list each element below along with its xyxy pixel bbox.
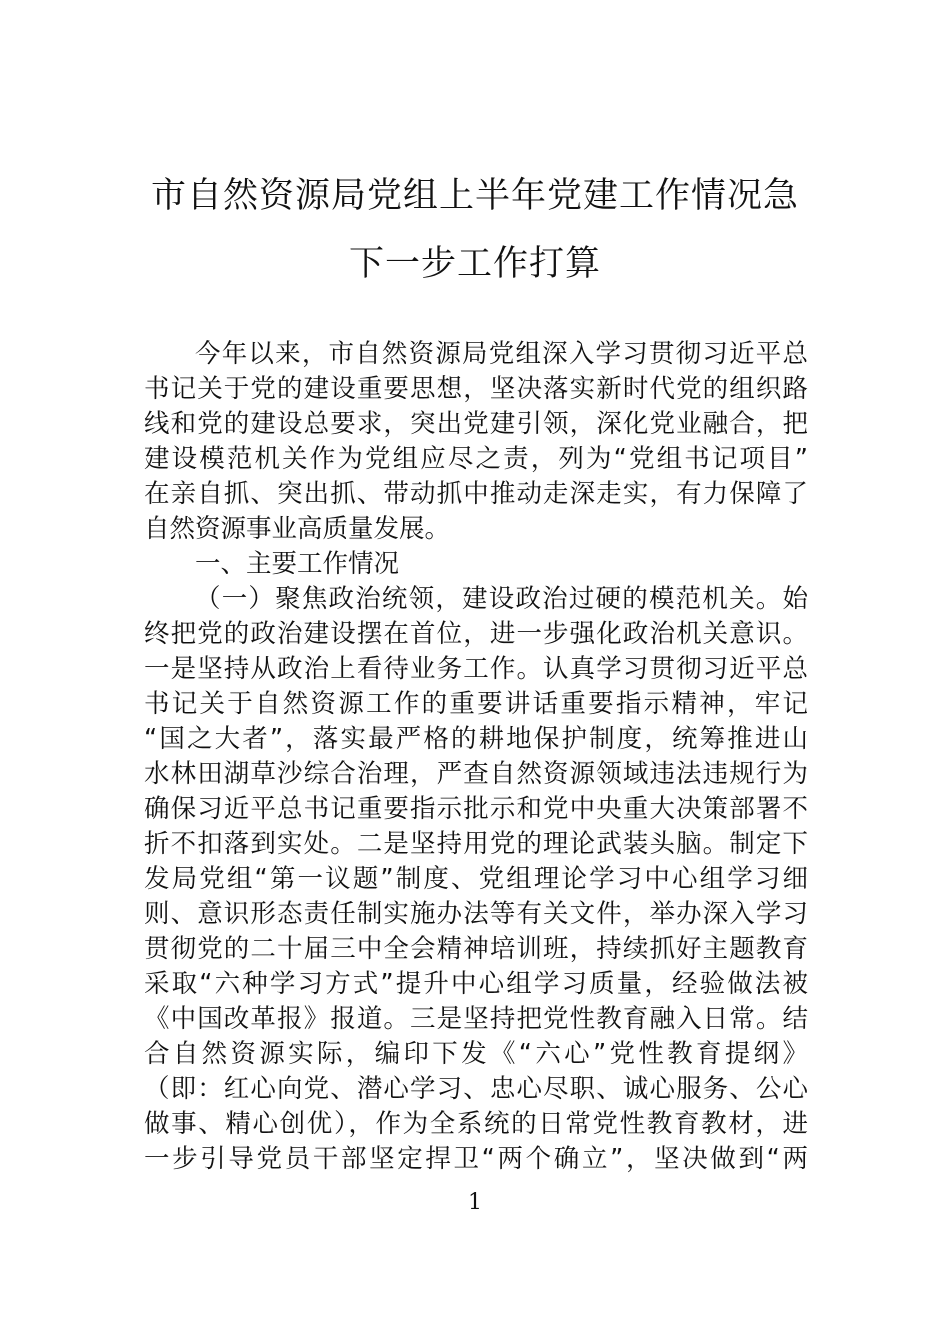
body-line: 做事、精心创优），作为全系统的日常党性教育教材，进: [144, 1109, 808, 1139]
body-line: 折不扣落到实处。二是坚持用党的理论武装头脑。制定下: [144, 829, 808, 859]
body-line: 自然资源事业高质量发展。: [144, 514, 451, 544]
body-line: 一步引导党员干部坚定捍卫“两个确立”，坚决做到“两: [144, 1144, 808, 1174]
body-line: 在亲自抓、突出抓、带动抓中推动走深走实，有力保障了: [144, 479, 808, 509]
body-line: 则、意识形态责任制实施办法等有关文件，举办深入学习: [144, 899, 808, 929]
body-line: 水林田湖草沙综合治理，严查自然资源领域违法违规行为: [144, 759, 808, 789]
body-line: （即：红心向党、潜心学习、忠心尽职、诚心服务、公心: [144, 1074, 808, 1104]
body-line: 贯彻党的二十届三中全会精神培训班，持续抓好主题教育: [144, 934, 808, 964]
body-line: 今年以来，市自然资源局党组深入学习贯彻习近平总: [195, 339, 808, 369]
body-line: 《中国改革报》报道。三是坚持把党性教育融入日常。结: [144, 1004, 808, 1034]
body-line: “国之大者”，落实最严格的耕地保护制度，统筹推进山: [144, 724, 808, 754]
page-number: 1: [468, 1190, 482, 1215]
body-line: （一）聚焦政治统领，建设政治过硬的模范机关。始: [195, 584, 808, 614]
body-line: 采取“六种学习方式”提升中心组学习质量，经验做法被: [144, 969, 808, 999]
section-heading: 一、主要工作情况: [195, 549, 400, 579]
body-line: 发局党组“第一议题”制度、党组理论学习中心组学习细: [144, 864, 808, 894]
body-line: 终把党的政治建设摆在首位，进一步强化政治机关意识。: [144, 619, 808, 649]
body-line: 书记关于党的建设重要思想，坚决落实新时代党的组织路: [144, 374, 808, 404]
body-line: 线和党的建设总要求，突出党建引领，深化党业融合，把: [144, 409, 808, 439]
body-line: 书记关于自然资源工作的重要讲话重要指示精神，牢记: [144, 689, 808, 719]
body-line: 合自然资源实际，编印下发《“六心”党性教育提纲》: [144, 1039, 808, 1069]
document-title-line-1: 市自然资源局党组上半年党建工作情况急: [150, 176, 799, 216]
body-line: 一是坚持从政治上看待业务工作。认真学习贯彻习近平总: [144, 654, 808, 684]
document-title-line-2: 下一步工作打算: [348, 244, 601, 284]
body-line: 确保习近平总书记重要指示批示和党中央重大决策部署不: [144, 794, 808, 824]
body-line: 建设模范机关作为党组应尽之责，列为“党组书记项目”: [144, 444, 808, 474]
